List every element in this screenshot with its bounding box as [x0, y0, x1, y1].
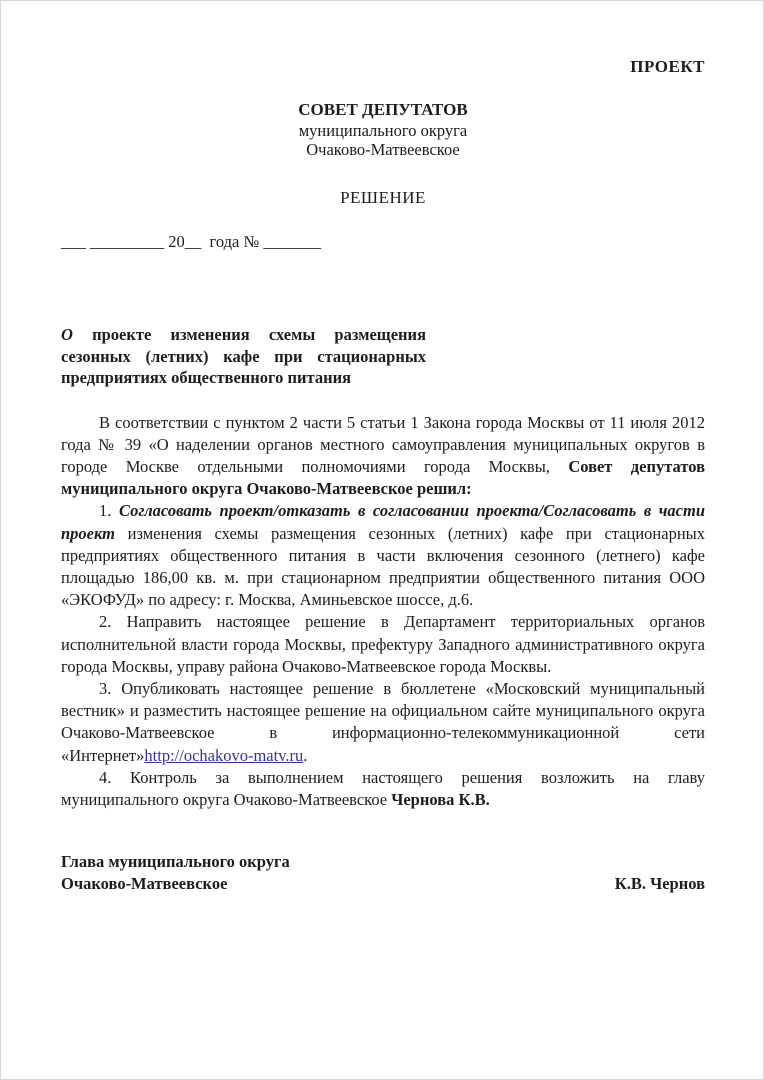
item-1-variants: Согласовать проект/отказать в согласовании проекта/Согласовать в части проект [61, 501, 706, 543]
item-1-paragraph [61, 500, 705, 611]
intro-text: В соответствии с пунктом 2 части 5 статьи 1 Закона города Москвы от 11 июля 2012 года № 39 «О наделении органов местного самоуправления муниципальных округов в городе Москве отдельными полномочиями города Москвы, [61, 412, 705, 476]
intro-paragraph [61, 412, 705, 501]
document-content [1, 1, 763, 896]
document-type-title: РЕШЕНИЕ [340, 188, 426, 207]
council-subtitle-line2: Очаково-Матвеевское [306, 140, 460, 159]
intro-resolved-clause: Совет депутатов муниципального округа Очаково-Матвеевское решил: [61, 456, 705, 499]
header-block [61, 99, 705, 159]
item-4-text: 4. Контроль за выполнением настоящего решения возложить на главу муниципального округа Очаково-Матвеевское [61, 767, 705, 809]
subject-line-1-text: проекте изменения схемы размещения [72, 325, 426, 344]
subject-line-2: сезонных (летних) кафе при стационарных [61, 346, 426, 366]
item-1-text: изменения схемы размещения сезонных (летних) кафе при стационарных предприятиях общественного питания в части включения сезонного (летнего) кафе площадью 186,00 кв. м. при стационарном предприятии общественного питания ООО «ЭКОФУД» по адресу: г. Москва, Аминьевское шоссе, д.6. [61, 523, 705, 610]
item-3-period: . [303, 745, 308, 765]
council-subtitle-line1: муниципального округа [298, 121, 468, 140]
item-3-text: 3. Опубликовать настоящее решение в бюллетене «Московский муниципальный вестник» и разместить настоящее решение на официальном сайте муниципального округа Очаково-Матвеевское в информационно-телекоммуникационной сети «Интернет» [61, 678, 705, 765]
council-name: СОВЕТ ДЕПУТАТОВ [298, 100, 468, 119]
subject-line-3: предприятиях общественного питания [61, 368, 352, 387]
website-link[interactable]: http://ochakovo-matv.ru [144, 745, 304, 765]
resolution-body [61, 412, 705, 812]
subject-heading [61, 324, 426, 389]
item-2-paragraph: 2. Направить настоящее решение в Департамент территориальных органов исполнительной власти города Москвы, префектуру Западного административного округа города Москвы, управу района Очаково-Матвеевское города Москвы. [61, 612, 705, 676]
draft-stamp: ПРОЕКТ [630, 57, 705, 76]
item-4-paragraph [61, 767, 705, 811]
subject-lead-letter: О [61, 325, 73, 344]
signatory-title-line1: Глава муниципального округа [61, 852, 290, 872]
signatory-name: К.В. Чернов [614, 874, 705, 894]
date-number-line: ___ _________ 20__ года № _______ [61, 232, 322, 251]
item-4-responsible-name: Чернова К.В. [391, 789, 490, 809]
item-3-paragraph [61, 678, 705, 767]
signature-block [61, 851, 705, 895]
signature-row [61, 873, 705, 895]
signatory-title-line2: Очаково-Матвеевское [61, 874, 228, 894]
item-1-number: 1. [99, 501, 119, 521]
subject-line-1 [61, 324, 426, 346]
